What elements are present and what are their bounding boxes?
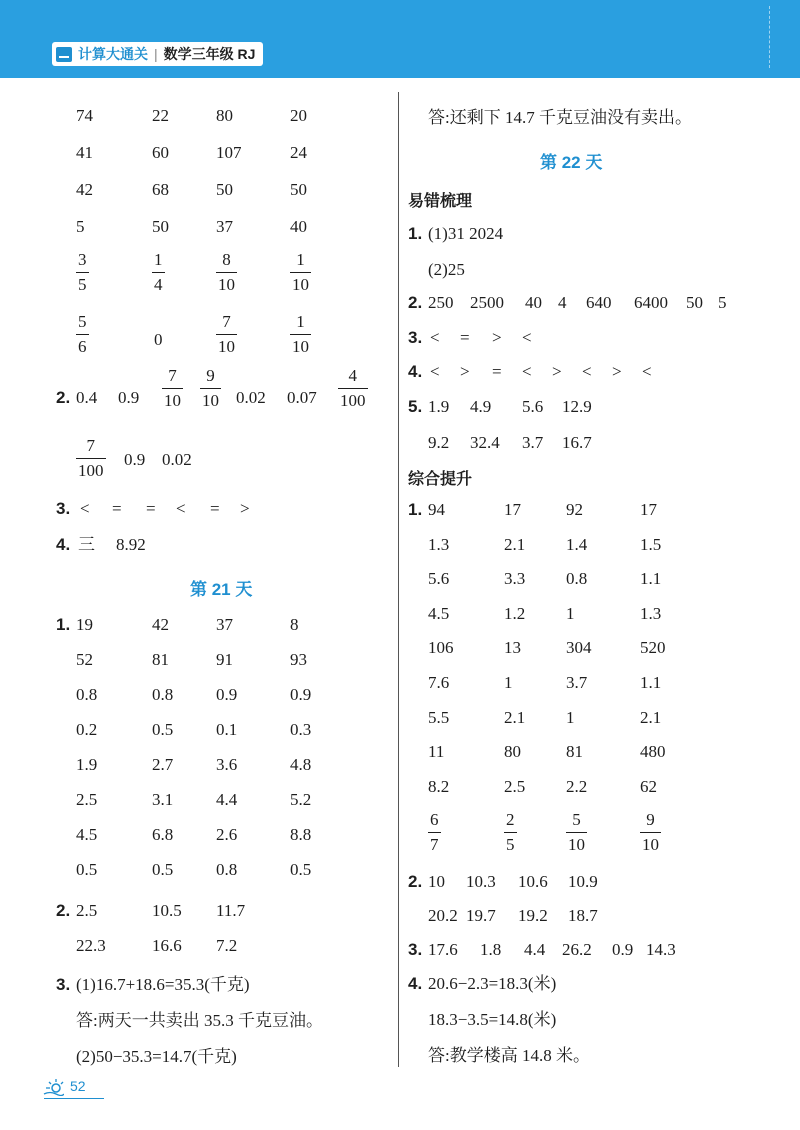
answer-cell: 0 — [154, 330, 163, 349]
series-label — [52, 42, 263, 66]
answer-cell: 2.2 — [566, 776, 588, 796]
answer-fraction — [216, 250, 237, 295]
answer-cell: 4.9 — [470, 397, 492, 416]
answer-cell: 16.6 — [152, 936, 182, 955]
answer-cell: 1 — [566, 707, 575, 727]
answer-cell: 80 — [216, 106, 233, 125]
answer-cell: 0.8 — [152, 685, 174, 704]
section-title-day-22: 第 22 天 — [540, 153, 603, 172]
comparison-sign: = — [492, 362, 502, 381]
answer-cell: 60 — [152, 143, 169, 162]
answer-item: 640 — [586, 293, 612, 312]
fraction-denominator: 10 — [218, 337, 235, 356]
comparison-sign: < — [642, 362, 652, 381]
answer-cell: 5.2 — [290, 790, 312, 809]
fraction-numerator: 3 — [78, 250, 87, 269]
answer-item: 4.4 — [524, 940, 546, 959]
answer-fraction — [566, 810, 587, 855]
fraction-denominator: 100 — [78, 461, 104, 480]
answer-cell: 41 — [76, 143, 93, 162]
answer-cell: 12.9 — [562, 397, 592, 416]
answer-fraction — [640, 810, 661, 855]
answer-cell: 4.8 — [290, 755, 312, 774]
answer-cell: 4.4 — [216, 790, 238, 809]
answer-item: 0.07 — [287, 388, 317, 407]
answer-cell: 19.2 — [518, 906, 548, 925]
header-decoration — [769, 6, 786, 68]
answer-cell: 2.5 — [76, 901, 98, 920]
answer-cell: 3.3 — [504, 569, 526, 589]
comparison-sign: < — [522, 328, 532, 347]
answer-cell: 94 — [428, 500, 445, 519]
answer-cell: 480 — [640, 742, 666, 762]
answer-cell: 8.2 — [428, 776, 450, 796]
fraction-numerator: 8 — [222, 250, 231, 269]
answer-cell: 2.1 — [504, 707, 526, 727]
answer-cell: 2.6 — [216, 825, 238, 844]
answer-cell: 3.7 — [522, 433, 544, 452]
answer-cell: 37 — [216, 615, 233, 634]
comparison-sign: > — [240, 499, 250, 518]
solution-line: 20.6−2.3=18.3(米) — [428, 974, 557, 993]
comparison-sign: = — [112, 499, 122, 518]
question-number: 2. — [408, 293, 423, 312]
answer-fraction — [76, 436, 106, 481]
fraction-numerator: 2 — [506, 810, 515, 829]
question-number: 4. — [56, 535, 71, 554]
answer-cell: 10.6 — [518, 872, 548, 891]
answer-cell: 10.9 — [568, 872, 598, 891]
answer-cell: 0.5 — [152, 860, 174, 879]
answer-item: 0.9 — [124, 450, 146, 469]
answer-cell: 0.5 — [290, 860, 312, 879]
comparison-sign: < — [430, 328, 440, 347]
answer-fraction — [152, 250, 165, 295]
answer-fraction — [76, 312, 89, 357]
answer-cell: 92 — [566, 500, 583, 519]
answer-cell: 37 — [216, 217, 233, 236]
answer-cell: 1.4 — [566, 534, 588, 554]
answer-item: 4 — [558, 293, 567, 312]
answer-fraction — [76, 250, 89, 295]
answer-item: 0.9 — [612, 940, 634, 959]
answer-item: 三 — [78, 535, 95, 554]
comparison-sign: = — [460, 328, 470, 347]
answer-cell: 93 — [290, 650, 307, 669]
answer-cell: 2.1 — [504, 534, 526, 554]
question-number: 2. — [56, 388, 71, 407]
answer-cell: 8 — [290, 615, 299, 634]
answer-cell: 0.3 — [290, 720, 312, 739]
answer-cell: 3.7 — [566, 673, 588, 692]
fraction-denominator: 5 — [78, 275, 87, 294]
answer-cell: 8.8 — [290, 825, 312, 844]
comparison-sign: < — [522, 362, 532, 381]
answer-item: 0.02 — [162, 450, 192, 469]
fraction-numerator: 5 — [572, 810, 581, 829]
answer-cell: 7.6 — [428, 673, 450, 692]
answer-item: 0.4 — [76, 388, 98, 407]
answer-cell: 1.3 — [428, 534, 450, 554]
question-number: 2. — [408, 872, 423, 891]
answer-fraction — [428, 810, 441, 855]
answer-cell: 62 — [640, 776, 657, 796]
fraction-numerator: 7 — [168, 366, 177, 385]
answer-fraction — [290, 250, 311, 295]
answer-item: 50 — [686, 293, 703, 312]
fraction-denominator: 100 — [340, 391, 366, 410]
question-number: 4. — [408, 362, 423, 381]
fraction-numerator: 6 — [430, 810, 439, 829]
fraction-denominator: 10 — [218, 275, 235, 294]
answer-item: 5 — [718, 293, 727, 312]
answer-cell: 81 — [152, 650, 169, 669]
answer-cell: 5.5 — [428, 707, 450, 727]
answer-cell: 0.5 — [76, 860, 98, 879]
fraction-numerator: 1 — [154, 250, 163, 269]
answer-cell: 5 — [76, 217, 85, 236]
answer-cell: 6.8 — [152, 825, 174, 844]
answer-cell: 0.9 — [216, 685, 238, 704]
question-number: 1. — [408, 224, 423, 243]
column-divider — [398, 92, 399, 1067]
solution-line: (1)16.7+18.6=35.3(千克) — [76, 975, 250, 994]
answer-cell: 80 — [504, 742, 521, 762]
answer-cell: 40 — [290, 217, 307, 236]
answer-cell: 0.8 — [566, 569, 588, 589]
series-name: 计算大通关 — [78, 46, 148, 62]
answer-cell: 4.5 — [428, 603, 450, 623]
answer-item: 2500 — [470, 293, 504, 312]
answer-cell: 1.1 — [640, 569, 662, 589]
answer-item: 0.02 — [236, 388, 266, 407]
answer-cell: 5.6 — [428, 569, 450, 589]
question-number: 3. — [408, 940, 423, 959]
answer-cell: 3.6 — [216, 755, 238, 774]
answer-item: 14.3 — [646, 940, 676, 959]
fraction-denominator: 10 — [292, 275, 309, 294]
answer-fraction — [290, 312, 311, 357]
fraction-denominator: 7 — [430, 835, 439, 854]
fraction-denominator: 10 — [164, 391, 181, 410]
answer-cell: 17 — [504, 500, 521, 519]
fraction-numerator: 4 — [348, 366, 357, 385]
fraction-denominator: 10 — [568, 835, 585, 854]
answer-cell: 22.3 — [76, 936, 106, 955]
section-title-day-21: 第 21 天 — [190, 580, 253, 599]
fraction-numerator: 7 — [86, 436, 95, 455]
answer-cell: 1 — [566, 603, 575, 623]
solution-line: 答:两天一共卖出 35.3 千克豆油。 — [76, 1011, 323, 1030]
answer-item: 8.92 — [116, 535, 146, 554]
answer-item: 1.8 — [480, 940, 502, 959]
answer-cell: 3.1 — [152, 790, 174, 809]
answer-cell: 2.7 — [152, 755, 174, 774]
fraction-denominator: 4 — [154, 275, 163, 294]
answer-cell: 24 — [290, 143, 307, 162]
answer-cell: 19.7 — [466, 906, 496, 925]
fraction-numerator: 7 — [222, 312, 231, 331]
answer-cell: 50 — [216, 180, 233, 199]
answer-cell: 0.1 — [216, 720, 238, 739]
question-number: 3. — [408, 328, 423, 347]
comparison-sign: > — [492, 328, 502, 347]
answer-sentence: 答:还剩下 14.7 千克豆油没有卖出。 — [428, 108, 692, 127]
answer-cell: 16.7 — [562, 433, 592, 452]
answer-cell: 42 — [76, 180, 93, 199]
answer-item: 250 — [428, 293, 454, 312]
comparison-sign: = — [210, 499, 220, 518]
answer-item: 0.9 — [118, 388, 140, 407]
answer-item-fraction — [338, 366, 368, 411]
fraction-numerator: 1 — [296, 312, 305, 331]
fraction-denominator: 6 — [78, 337, 87, 356]
answer-cell: 1 — [504, 673, 513, 692]
answer-cell: 5.6 — [522, 397, 544, 416]
answer-line: (2)25 — [428, 260, 465, 279]
answer-line: (1)31 2024 — [428, 224, 504, 243]
solution-line: (2)50−35.3=14.7(千克) — [76, 1047, 237, 1066]
answer-cell: 20 — [290, 106, 307, 125]
answer-cell: 13 — [504, 638, 521, 658]
comparison-sign: < — [176, 499, 186, 518]
answer-cell: 91 — [216, 650, 233, 669]
answer-cell: 1.3 — [640, 603, 662, 623]
answer-cell: 74 — [76, 106, 93, 125]
answer-cell: 22 — [152, 106, 169, 125]
answer-cell: 1.5 — [640, 534, 662, 554]
answer-cell: 7.2 — [216, 936, 238, 955]
comparison-sign: < — [430, 362, 440, 381]
answer-item: 26.2 — [562, 940, 592, 959]
answer-cell: 107 — [216, 143, 242, 162]
answer-cell: 1.9 — [76, 755, 98, 774]
answer-cell: 1.9 — [428, 397, 450, 416]
fraction-denominator: 10 — [642, 835, 659, 854]
sun-icon — [42, 1076, 64, 1096]
answer-fraction — [504, 810, 517, 855]
solution-line: 18.3−3.5=14.8(米) — [428, 1010, 557, 1029]
page-header — [0, 0, 800, 78]
answer-cell: 18.7 — [568, 906, 598, 925]
answer-cell: 106 — [428, 638, 454, 658]
page-number: 52 — [70, 1078, 86, 1094]
answer-cell: 52 — [76, 650, 93, 669]
answer-cell: 0.2 — [76, 720, 98, 739]
answer-cell: 50 — [152, 217, 169, 236]
question-number: 4. — [408, 974, 423, 993]
answer-fraction — [216, 312, 237, 357]
fraction-denominator: 10 — [202, 391, 219, 410]
fraction-numerator: 1 — [296, 250, 305, 269]
answer-cell: 0.9 — [290, 685, 312, 704]
answer-cell: 304 — [566, 638, 592, 658]
comparison-sign: < — [582, 362, 592, 381]
answer-cell: 2.5 — [76, 790, 98, 809]
answer-item: 6400 — [634, 293, 668, 312]
answer-cell: 11.7 — [216, 901, 246, 920]
book-icon — [56, 47, 72, 62]
question-number: 1. — [56, 615, 71, 634]
question-number: 3. — [56, 499, 71, 518]
comparison-sign: > — [552, 362, 562, 381]
answer-cell: 10.5 — [152, 901, 182, 920]
answer-cell: 50 — [290, 180, 307, 199]
answer-cell: 10 — [428, 872, 445, 891]
comparison-sign: < — [80, 499, 90, 518]
question-number: 1. — [408, 500, 423, 519]
answer-cell: 9.2 — [428, 433, 450, 452]
answer-cell: 520 — [640, 638, 666, 658]
answer-cell: 42 — [152, 615, 169, 634]
answer-cell: 19 — [76, 615, 93, 634]
answer-cell: 0.8 — [76, 685, 98, 704]
solution-line: 答:教学楼高 14.8 米。 — [428, 1046, 590, 1065]
answer-cell: 81 — [566, 742, 583, 762]
footer-rule — [44, 1098, 104, 1099]
answer-cell: 1.1 — [640, 673, 662, 692]
comparison-sign: > — [460, 362, 470, 381]
answer-cell: 20.2 — [428, 906, 458, 925]
grade-label: 数学三年级 RJ — [163, 46, 256, 62]
question-number: 5. — [408, 397, 423, 416]
fraction-numerator: 9 — [206, 366, 215, 385]
answer-cell: 11 — [428, 742, 445, 762]
answer-cell: 10.3 — [466, 872, 496, 891]
answer-cell: 0.5 — [152, 720, 174, 739]
answer-cell: 2.5 — [504, 776, 526, 796]
question-number: 3. — [56, 975, 71, 994]
answer-item-fraction — [162, 366, 183, 411]
section-title: 综合提升 — [408, 471, 473, 488]
section-title: 易错梳理 — [408, 193, 473, 210]
series-separator: | — [154, 46, 158, 62]
answer-item: 40 — [525, 293, 542, 312]
answer-cell: 68 — [152, 180, 169, 199]
fraction-denominator: 10 — [292, 337, 309, 356]
comparison-sign: = — [146, 499, 156, 518]
answer-cell: 17 — [640, 500, 657, 519]
answer-cell: 1.2 — [504, 603, 526, 623]
fraction-numerator: 9 — [646, 810, 655, 829]
answer-item: 17.6 — [428, 940, 458, 959]
answer-item-fraction — [200, 366, 221, 411]
answer-cell: 2.1 — [640, 707, 662, 727]
comparison-sign: > — [612, 362, 622, 381]
question-number: 2. — [56, 901, 71, 920]
answer-cell: 0.8 — [216, 860, 238, 879]
fraction-numerator: 5 — [78, 312, 87, 331]
answer-cell: 32.4 — [470, 433, 500, 452]
fraction-denominator: 5 — [506, 835, 515, 854]
answer-cell: 4.5 — [76, 825, 98, 844]
